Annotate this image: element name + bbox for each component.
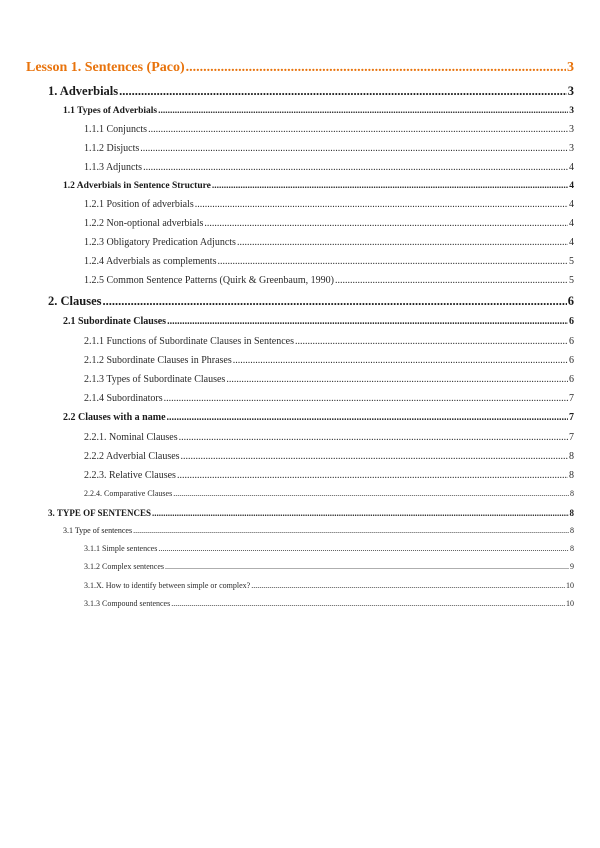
toc-entry-page: 6 bbox=[569, 355, 574, 366]
toc-entry-adverbial-clauses[interactable] bbox=[26, 451, 574, 470]
dot-leader bbox=[251, 581, 565, 590]
toc-entry-adverbials-in-sentence-structure[interactable] bbox=[26, 181, 574, 199]
toc-entry-lesson-1[interactable] bbox=[26, 60, 574, 84]
dot-leader bbox=[177, 470, 568, 481]
toc-entry-label: 2.1.1 Functions of Subordinate Clauses in Sentences bbox=[84, 336, 294, 347]
dot-leader bbox=[158, 106, 568, 116]
toc-entry-label: 1.2 Adverbials in Sentence Structure bbox=[63, 181, 211, 191]
toc-entry-position-of-adverbials[interactable] bbox=[26, 199, 574, 218]
dot-leader bbox=[233, 355, 568, 366]
toc-entry-page: 4 bbox=[569, 218, 574, 229]
dot-leader bbox=[217, 256, 568, 267]
toc-entry-label: 3. TYPE OF SENTENCES bbox=[48, 507, 152, 518]
toc-entry-label: 1.1.2 Disjucts bbox=[84, 143, 140, 154]
toc-entry-common-sentence-patterns[interactable] bbox=[26, 275, 574, 294]
dot-leader bbox=[119, 84, 567, 99]
toc-entry-page: 7 bbox=[569, 393, 574, 404]
dot-leader bbox=[212, 181, 568, 191]
dot-leader bbox=[133, 526, 569, 535]
toc-entry-label: 3.1.X. How to identify between simple or complex? bbox=[84, 580, 251, 590]
toc-entry-label: 2.2.3. Relative Clauses bbox=[84, 470, 176, 481]
toc-entry-label: 2. Clauses bbox=[48, 294, 102, 308]
toc-entry-subordinators[interactable] bbox=[26, 393, 574, 412]
toc-entry-how-to-identify[interactable] bbox=[26, 581, 574, 600]
toc-entry-page: 6 bbox=[567, 294, 574, 308]
toc-entry-relative-clauses[interactable] bbox=[26, 470, 574, 489]
toc-entry-page: 3 bbox=[569, 124, 574, 135]
toc-entry-page: 8 bbox=[569, 470, 574, 481]
toc-entry-page: 3 bbox=[569, 106, 574, 116]
dot-leader bbox=[186, 60, 566, 76]
toc-entry-label: 1. Adverbials bbox=[48, 84, 119, 98]
toc-entry-page: 7 bbox=[569, 432, 574, 443]
toc-entry-page: 10 bbox=[566, 599, 574, 608]
table-of-contents bbox=[26, 60, 574, 618]
toc-entry-page: 7 bbox=[569, 412, 574, 423]
toc-entry-page: 6 bbox=[569, 374, 574, 385]
toc-entry-page: 8 bbox=[570, 543, 574, 553]
toc-entry-complex-sentences[interactable] bbox=[26, 562, 574, 581]
toc-entry-types-of-adverbials[interactable] bbox=[26, 106, 574, 124]
toc-entry-page: 8 bbox=[570, 525, 574, 535]
toc-entry-page: 3 bbox=[569, 143, 574, 154]
toc-entry-subordinate-clauses[interactable] bbox=[26, 316, 574, 336]
dot-leader bbox=[148, 124, 568, 135]
toc-entry-label: 3.1.1 Simple sentences bbox=[84, 543, 158, 553]
dot-leader bbox=[165, 562, 569, 571]
toc-entry-compound-sentences[interactable] bbox=[26, 599, 574, 618]
toc-entry-functions-of-subordinate-clauses[interactable] bbox=[26, 336, 574, 355]
toc-entry-obligatory-predication-adjuncts[interactable] bbox=[26, 237, 574, 256]
dot-leader bbox=[167, 412, 568, 423]
toc-entry-page: 8 bbox=[569, 451, 574, 462]
toc-entry-page: 8 bbox=[569, 507, 574, 518]
toc-entry-label: 2.1.4 Subordinators bbox=[84, 393, 163, 404]
toc-entry-page: 5 bbox=[569, 275, 574, 286]
toc-entry-page: 9 bbox=[570, 562, 574, 571]
dot-leader bbox=[140, 143, 568, 154]
toc-entry-label: 3.1.3 Compound sentences bbox=[84, 599, 171, 608]
toc-entry-label: 2.1.2 Subordinate Clauses in Phrases bbox=[84, 355, 232, 366]
toc-entry-clauses-with-a-name[interactable] bbox=[26, 412, 574, 432]
toc-entry-label: 1.1.1 Conjuncts bbox=[84, 124, 148, 135]
toc-entry-page: 10 bbox=[566, 580, 574, 590]
toc-entry-page: 6 bbox=[569, 316, 574, 327]
toc-entry-label: 1.2.2 Non-optional adverbials bbox=[84, 218, 204, 229]
dot-leader bbox=[143, 162, 568, 173]
toc-entry-page: 3 bbox=[567, 60, 574, 75]
toc-entry-label: 2.2.2 Adverbial Clauses bbox=[84, 451, 180, 462]
dot-leader bbox=[179, 432, 568, 443]
dot-leader bbox=[173, 489, 569, 498]
toc-entry-conjuncts[interactable] bbox=[26, 124, 574, 143]
toc-entry-adjuncts[interactable] bbox=[26, 162, 574, 181]
toc-entry-label: 1.2.3 Obligatory Predication Adjuncts bbox=[84, 237, 236, 248]
dot-leader bbox=[102, 294, 566, 309]
toc-entry-comparative-clauses[interactable] bbox=[26, 489, 574, 508]
toc-entry-nominal-clauses[interactable] bbox=[26, 432, 574, 451]
dot-leader bbox=[171, 599, 565, 608]
toc-entry-label: 2.1.3 Types of Subordinate Clauses bbox=[84, 374, 226, 385]
toc-entry-clauses[interactable] bbox=[26, 294, 574, 316]
toc-entry-page: 6 bbox=[569, 336, 574, 347]
dot-leader bbox=[204, 218, 568, 229]
toc-entry-subordinate-clauses-in-phrases[interactable] bbox=[26, 355, 574, 374]
toc-entry-types-of-subordinate-clauses[interactable] bbox=[26, 374, 574, 393]
dot-leader bbox=[237, 237, 568, 248]
dot-leader bbox=[335, 275, 568, 286]
toc-entry-page: 4 bbox=[569, 162, 574, 173]
dot-leader bbox=[195, 199, 568, 210]
toc-entry-type-of-sentences[interactable] bbox=[26, 508, 574, 526]
toc-entry-label: 2.2 Clauses with a name bbox=[63, 412, 166, 423]
dot-leader bbox=[158, 544, 569, 553]
dot-leader bbox=[152, 508, 568, 518]
toc-entry-label: 1.2.1 Position of adverbials bbox=[84, 199, 194, 210]
dot-leader bbox=[295, 336, 568, 347]
toc-entry-adverbials-as-complements[interactable] bbox=[26, 256, 574, 275]
toc-entry-label: 1.1 Types of Adverbials bbox=[63, 106, 158, 116]
toc-entry-label: 1.2.4 Adverbials as complements bbox=[84, 256, 217, 267]
toc-entry-label: 1.1.3 Adjuncts bbox=[84, 162, 143, 173]
toc-entry-label: 1.2.5 Common Sentence Patterns (Quirk & Greenbaum, 1990) bbox=[84, 275, 334, 286]
toc-entry-page: 5 bbox=[569, 256, 574, 267]
toc-entry-page: 8 bbox=[570, 489, 574, 498]
toc-entry-page: 4 bbox=[569, 199, 574, 210]
toc-entry-label: 3.1 Type of sentences bbox=[63, 525, 133, 535]
toc-entry-adverbials[interactable] bbox=[26, 84, 574, 106]
dot-leader bbox=[226, 374, 568, 385]
toc-entry-label: 2.1 Subordinate Clauses bbox=[63, 316, 167, 327]
toc-entry-label: 3.1.2 Complex sentences bbox=[84, 562, 164, 571]
toc-entry-page: 3 bbox=[567, 84, 574, 98]
dot-leader bbox=[181, 451, 568, 462]
toc-entry-simple-sentences[interactable] bbox=[26, 544, 574, 563]
toc-entry-type-of-sentences-sub[interactable] bbox=[26, 526, 574, 544]
toc-entry-disjucts[interactable] bbox=[26, 143, 574, 162]
toc-entry-page: 4 bbox=[569, 181, 574, 191]
toc-entry-label: 2.2.4. Comparative Clauses bbox=[84, 489, 173, 498]
dot-leader bbox=[164, 393, 568, 404]
toc-entry-label: Lesson 1. Sentences (Paco) bbox=[26, 60, 185, 75]
toc-entry-page: 4 bbox=[569, 237, 574, 248]
toc-entry-non-optional-adverbials[interactable] bbox=[26, 218, 574, 237]
toc-entry-label: 2.2.1. Nominal Clauses bbox=[84, 432, 178, 443]
dot-leader bbox=[167, 316, 568, 327]
